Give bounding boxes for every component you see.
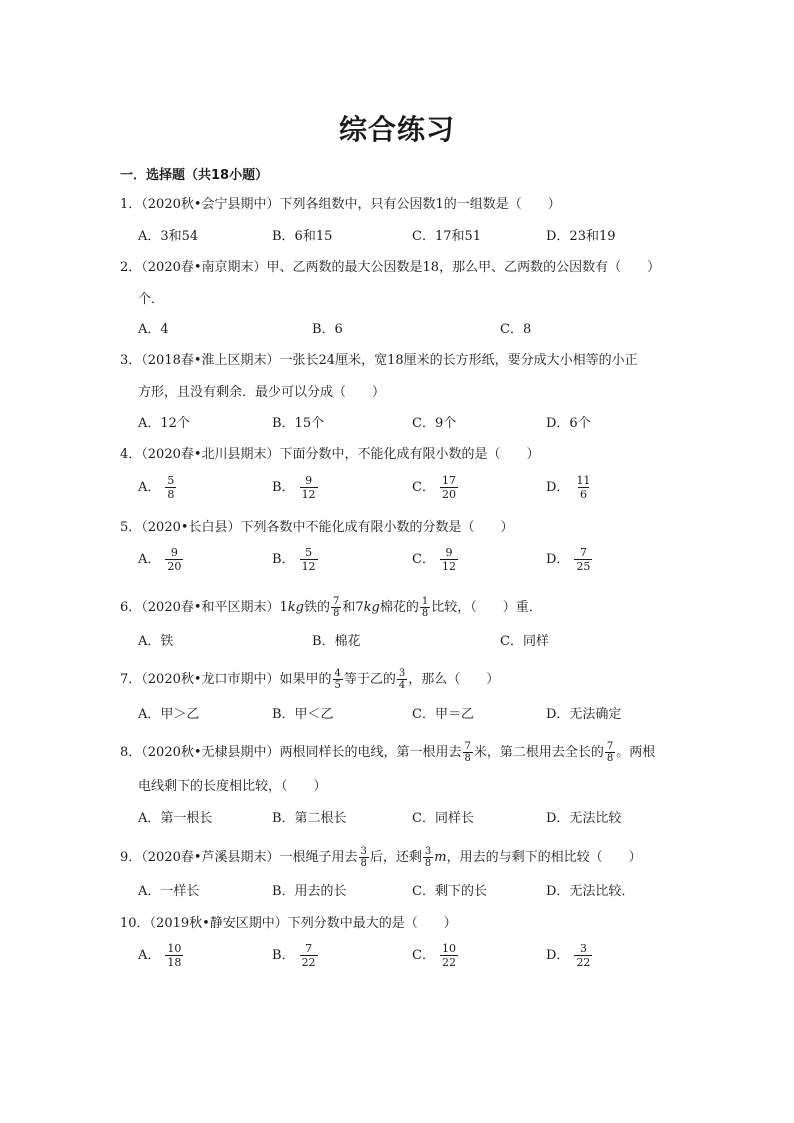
numerator: 9 <box>170 546 178 559</box>
denominator: 12 <box>441 560 456 573</box>
page-title: 综合练习 <box>338 113 455 146</box>
question-6 <box>120 596 542 619</box>
q3-option-a[interactable]: A．12个 <box>138 416 190 431</box>
numerator: 7 <box>464 741 471 752</box>
numerator: 7 <box>305 942 313 955</box>
denominator: 12 <box>301 560 316 573</box>
question-8-continued: 电线剩下的长度相比较，（ ） <box>138 779 327 794</box>
q9-fraction-1 <box>359 846 369 869</box>
q4-option-d[interactable] <box>546 474 594 501</box>
q6-unit-kg-1: kg <box>287 599 304 615</box>
q8-text-2: 米，第二根用去全长的 <box>473 744 604 760</box>
q1-option-a[interactable]: A．3和54 <box>138 229 199 244</box>
numerator: 7 <box>606 741 614 752</box>
question-3: 3．（2018春•淮上区期末）一张长24厘米，宽18厘米的长方形纸，要分成大小相等的小正 <box>120 353 638 368</box>
denominator: 5 <box>334 680 341 691</box>
numerator: 4 <box>334 668 341 679</box>
denominator: 22 <box>576 956 591 969</box>
q9-text-1: 9．（2020春•芦溪县期末）一根绳子用去 <box>120 849 358 865</box>
q10-option-c[interactable] <box>412 942 460 969</box>
question-8 <box>120 741 655 764</box>
numerator: 9 <box>305 474 313 487</box>
q2-option-a[interactable]: A．4 <box>138 322 169 337</box>
denominator: 22 <box>441 956 456 969</box>
question-9 <box>120 846 642 869</box>
numerator: 9 <box>445 546 453 559</box>
denominator: 8 <box>464 753 471 764</box>
q4-option-d-label: D． <box>546 479 570 495</box>
q9-option-c[interactable]: C．剩下的长 <box>412 884 487 899</box>
q8-fraction-1 <box>463 741 473 764</box>
denominator: 18 <box>167 956 182 969</box>
q8-option-b[interactable]: B．第二根长 <box>272 811 347 826</box>
q6-text-1: 6．（2020春•和平区期末）1 <box>120 599 288 615</box>
numerator: 3 <box>424 846 432 857</box>
q4-option-a[interactable] <box>138 474 178 501</box>
q6-text-5: 比较，（ ）重． <box>431 599 542 615</box>
q8-option-d[interactable]: D．无法比较 <box>546 811 622 826</box>
q5-option-c[interactable] <box>412 546 460 573</box>
denominator: 8 <box>424 858 432 869</box>
numerator: 3 <box>398 668 406 679</box>
denominator: 8 <box>167 488 175 501</box>
q10-option-a[interactable] <box>138 942 185 969</box>
q9-option-b[interactable]: B．用去的长 <box>272 884 347 899</box>
q10-option-b[interactable] <box>272 942 320 969</box>
q10-option-c-fraction <box>440 942 458 969</box>
q10-option-d-label: D． <box>546 947 570 963</box>
q9-option-a[interactable]: A．一样长 <box>138 884 200 899</box>
denominator: 6 <box>579 488 587 501</box>
q7-fraction-1 <box>333 668 343 691</box>
q4-option-c[interactable] <box>412 474 460 501</box>
denominator: 4 <box>398 680 406 691</box>
section-heading: 一．选择题（共18小题） <box>120 168 269 183</box>
denominator: 20 <box>441 488 456 501</box>
q4-option-c-label: C． <box>412 479 435 495</box>
q1-option-d[interactable]: D．23和19 <box>546 229 616 244</box>
q6-text-4: 棉花的 <box>379 599 419 615</box>
q6-option-a[interactable]: A．铁 <box>138 634 174 649</box>
numerator: 17 <box>441 474 456 487</box>
q5-option-a-label: A． <box>138 551 161 567</box>
q7-option-b[interactable]: B．甲＜乙 <box>272 707 334 722</box>
q8-text-3: 。两根 <box>616 744 656 760</box>
denominator: 25 <box>576 560 591 573</box>
q5-option-d[interactable] <box>546 546 594 573</box>
q6-text-3: 和7 <box>342 599 364 615</box>
q4-option-c-fraction <box>440 474 458 501</box>
q8-option-a[interactable]: A．第一根长 <box>138 811 213 826</box>
q7-option-a[interactable]: A．甲＞乙 <box>138 707 200 722</box>
q6-unit-kg-2: kg <box>363 599 380 615</box>
numerator: 10 <box>167 942 182 955</box>
q5-option-a-fraction <box>165 546 183 573</box>
q10-option-a-label: A． <box>138 947 161 963</box>
q3-option-b[interactable]: B．15个 <box>272 416 325 431</box>
denominator: 8 <box>333 608 340 619</box>
q6-option-b[interactable]: B．棉花 <box>312 634 361 649</box>
q10-option-b-fraction <box>300 942 318 969</box>
numerator: 5 <box>305 546 313 559</box>
numerator: 3 <box>360 846 367 857</box>
q5-option-b[interactable] <box>272 546 320 573</box>
q5-option-d-label: D． <box>546 551 570 567</box>
q4-option-a-label: A． <box>138 479 161 495</box>
q10-option-b-label: B． <box>272 947 295 963</box>
numerator: 5 <box>167 474 175 487</box>
q3-option-d[interactable]: D．6个 <box>546 416 591 431</box>
numerator: 11 <box>576 474 591 487</box>
denominator: 20 <box>167 560 182 573</box>
numerator: 3 <box>579 942 587 955</box>
q4-option-b[interactable] <box>272 474 320 501</box>
q4-option-b-label: B． <box>272 479 295 495</box>
q2-option-c[interactable]: C．8 <box>500 322 532 337</box>
q6-fraction-2 <box>420 596 430 619</box>
numerator: 7 <box>579 546 587 559</box>
q9-fraction-2 <box>423 846 433 869</box>
numerator: 10 <box>441 942 456 955</box>
q9-text-3: ，用去的与剩下的相比较（ ） <box>446 849 642 865</box>
question-7 <box>120 668 499 691</box>
q7-option-d[interactable]: D．无法确定 <box>546 707 622 722</box>
q7-text-1: 7．（2020秋•龙口市期中）如果甲的 <box>120 671 332 687</box>
q5-option-c-fraction <box>440 546 458 573</box>
q10-option-a-fraction <box>165 942 183 969</box>
q5-option-d-fraction <box>574 546 592 573</box>
q9-option-d[interactable]: D．无法比较． <box>546 884 635 899</box>
question-2: 2．（2020春•南京期末）甲、乙两数的最大公因数是18，那么甲、乙两数的公因数有（ ） <box>120 260 661 275</box>
question-2-continued: 个． <box>138 292 165 307</box>
q6-fraction-1 <box>331 596 341 619</box>
numerator: 1 <box>421 596 429 607</box>
q6-option-c[interactable]: C．同样 <box>500 634 549 649</box>
q5-option-c-label: C． <box>412 551 435 567</box>
q10-option-d[interactable] <box>546 942 594 969</box>
q3-option-c[interactable]: C．9个 <box>412 416 457 431</box>
denominator: 8 <box>606 753 614 764</box>
q2-option-b[interactable]: B．6 <box>312 322 343 337</box>
q7-text-3: ，那么（ ） <box>408 671 500 687</box>
q7-text-2: 等于乙的 <box>343 671 396 687</box>
q4-option-a-fraction <box>165 474 176 501</box>
question-1: 1．（2020秋•会宁县期中）下列各组数中，只有公因数1的一组数是（ ） <box>120 197 561 212</box>
denominator: 8 <box>360 858 367 869</box>
denominator: 12 <box>301 488 316 501</box>
q4-option-b-fraction <box>300 474 318 501</box>
q5-option-b-fraction <box>300 546 318 573</box>
question-3-continued: 方形，且没有剩余．最少可以分成（ ） <box>138 385 386 400</box>
question-5: 5．（2020•长白县）下列各数中不能化成有限小数的分数是（ ） <box>120 520 514 535</box>
q1-option-b[interactable]: B．6和15 <box>272 229 333 244</box>
q5-option-b-label: B． <box>272 551 295 567</box>
q8-fraction-2 <box>605 741 615 764</box>
numerator: 7 <box>333 596 340 607</box>
q6-text-2: 铁的 <box>304 599 331 615</box>
q8-option-c[interactable]: C．同样长 <box>412 811 474 826</box>
denominator: 8 <box>421 608 429 619</box>
q8-text-1: 8．（2020秋•无棣县期中）两根同样长的电线，第一根用去 <box>120 744 462 760</box>
question-4: 4．（2020春•北川县期末）下面分数中，不能化成有限小数的是（ ） <box>120 447 540 462</box>
q1-option-c[interactable]: C．17和51 <box>412 229 482 244</box>
q10-option-c-label: C． <box>412 947 435 963</box>
q9-unit-m: m <box>434 849 447 865</box>
q7-option-c[interactable]: C．甲＝乙 <box>412 707 474 722</box>
q5-option-a[interactable] <box>138 546 185 573</box>
q7-fraction-2 <box>397 668 407 691</box>
denominator: 22 <box>301 956 316 969</box>
q9-text-2: 后，还剩 <box>369 849 422 865</box>
q10-option-d-fraction <box>574 942 592 969</box>
q4-option-d-fraction <box>574 474 592 501</box>
question-10: 10．（2019秋•静安区期中）下列分数中最大的是（ ） <box>120 916 457 931</box>
